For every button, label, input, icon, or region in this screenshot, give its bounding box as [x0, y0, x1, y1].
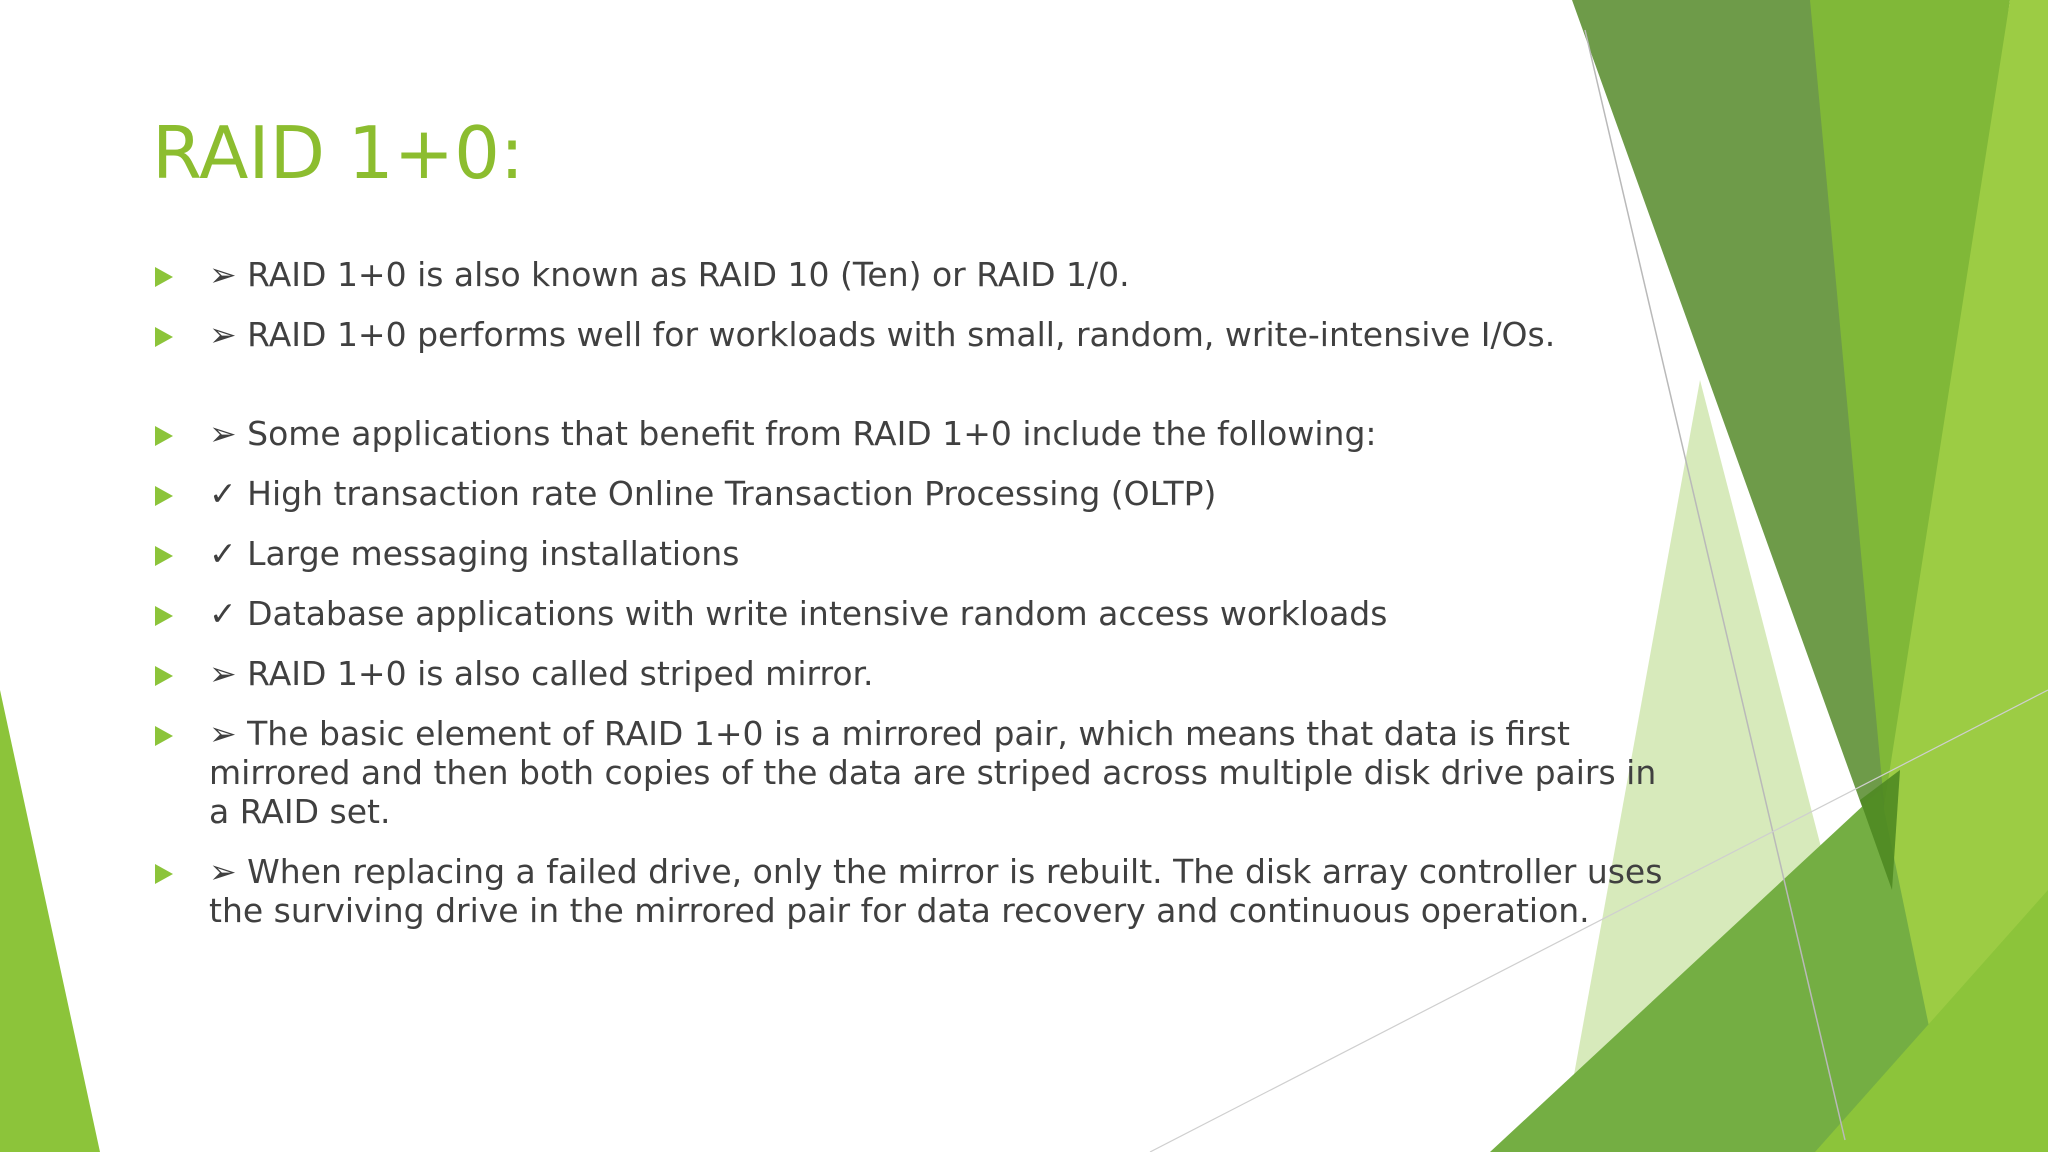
bullet-text: ➢ The basic element of RAID 1+0 is a mirrored pair, which means that data is first mirrored and then both copies of the data are striped across multiple disk drive pairs in a RAID set. — [209, 714, 1657, 831]
triangle-right-icon — [155, 606, 173, 626]
triangle-right-icon — [155, 267, 173, 287]
triangle-right-icon — [155, 864, 173, 884]
bullet-item — [152, 414, 1672, 453]
bullet-item — [152, 594, 1672, 633]
bullet-list — [152, 255, 1672, 951]
triangle-right-icon — [155, 726, 173, 746]
left-green-sliver — [0, 690, 100, 1152]
slide-title: RAID 1+0: — [152, 111, 525, 195]
bullet-text: ➢ RAID 1+0 is also known as RAID 10 (Ten) or RAID 1/0. — [209, 255, 1130, 294]
bullet-text: ➢ RAID 1+0 performs well for workloads with small, random, write-intensive I/Os. — [209, 315, 1556, 354]
bullet-item — [152, 315, 1672, 354]
bullet-text: ✓ High transaction rate Online Transaction Processing (OLTP) — [209, 474, 1217, 513]
bullet-item — [152, 714, 1672, 831]
triangle-right-icon — [155, 426, 173, 446]
bullet-item — [152, 534, 1672, 573]
triangle-right-icon — [155, 486, 173, 506]
bullet-text: ✓ Large messaging installations — [209, 534, 740, 573]
triangle-right-icon — [155, 666, 173, 686]
bullet-text: ➢ RAID 1+0 is also called striped mirror. — [209, 654, 874, 693]
bullet-text: ✓ Database applications with write intensive random access workloads — [209, 594, 1388, 633]
bullet-item — [152, 474, 1672, 513]
bullet-item — [152, 255, 1672, 294]
bullet-item — [152, 852, 1672, 930]
bullet-text: ➢ Some applications that benefit from RAID 1+0 include the following: — [209, 414, 1377, 453]
triangle-right-icon — [155, 546, 173, 566]
triangle-right-icon — [155, 327, 173, 347]
bullet-text: ➢ When replacing a failed drive, only the mirror is rebuilt. The disk array controller uses the surviving drive in the mirrored pair for data recovery and continuous operation. — [209, 852, 1663, 930]
bullet-item — [152, 654, 1672, 693]
